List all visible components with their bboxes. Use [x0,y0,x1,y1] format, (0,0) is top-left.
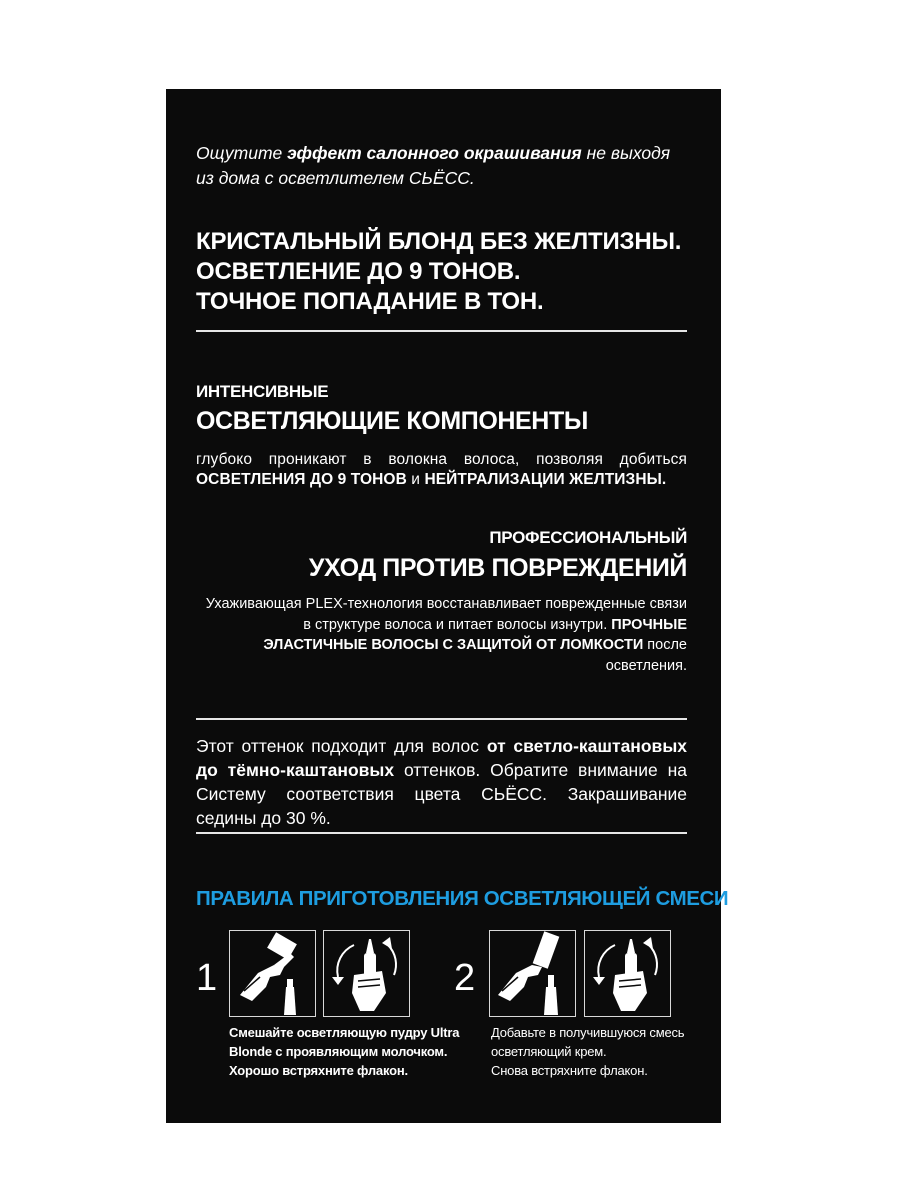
shake-bottle-icon [323,930,410,1017]
shade-text-part1: Этот оттенок подходит для волос [196,736,487,756]
section1-bold2: НЕЙТРАЛИЗАЦИИ ЖЕЛТИЗНЫ. [424,471,667,488]
step-1-caption-line-3: Хорошо встряхните флакон. [229,1063,408,1078]
shade-bold: от светло-каштановых до тёмно-каштановых [196,736,687,780]
section2-bold1: ПРОЧНЫЕ ЭЛАСТИЧНЫЕ ВОЛОСЫ С ЗАЩИТОЙ ОТ ЛОМКОСТИ [263,616,687,653]
section2-text-part2: после осветления. [605,637,687,674]
step-1-number: 1 [196,957,218,999]
section1-text [196,450,687,490]
section2-text-part1: Ухаживающая PLEX-технология восстанавливает поврежденные связи в структуре волоса и питает волосы изнутри. [205,596,687,633]
intro-part1: Ощутите [196,143,288,163]
section2-subtitle: ПРОФЕССИОНАЛЬНЫЙ [489,528,687,547]
headline [196,227,696,317]
step-1-caption [229,1023,479,1080]
section2-title: УХОД ПРОТИВ ПОВРЕЖДЕНИЙ [308,554,687,582]
section2-text [196,594,687,676]
section1-title: ОСВЕТЛЯЮЩИЕ КОМПОНЕНТЫ [196,407,588,435]
step-2-caption-line-1: Добавьте в получившуюся смесь [491,1025,685,1040]
step-2-caption-line-2: осветляющий крем. [491,1044,607,1059]
intro-bold: эффект салонного окрашивания [287,143,582,163]
glove-squeeze-tube-icon [489,930,576,1017]
rules-title: ПРАВИЛА ПРИГОТОВЛЕНИЯ ОСВЕТЛЯЮЩЕЙ СМЕСИ [196,887,729,910]
shake-bottle-icon [584,930,671,1017]
divider [196,718,687,720]
divider [196,832,687,834]
shade-text [196,734,687,830]
step-1-caption-line-2: Blonde с проявляющим молочком. [229,1044,448,1059]
headline-line-3: ТОЧНОЕ ПОПАДАНИЕ В ТОН. [196,288,544,315]
shade-text-part2: оттенков. Обратите внимание на Систему соответствия цвета СЬЁСС. Закрашивание седины до 30 %. [196,760,687,828]
headline-line-1: КРИСТАЛЬНЫЙ БЛОНД БЕЗ ЖЕЛТИЗНЫ. [196,228,682,255]
intro-part2: не выходя из дома с осветлителем СЬЁСС. [196,143,671,188]
step-2-number: 2 [454,957,476,999]
step-1-caption-line-1: Смешайте осветляющую пудру Ultra [229,1025,460,1040]
headline-line-2: ОСВЕТЛЕНИЕ ДО 9 ТОНОВ. [196,258,521,285]
glove-pour-sachet-icon [229,930,316,1017]
product-info-panel [166,89,729,1123]
section1-bold1: ОСВЕТЛЕНИЯ ДО 9 ТОНОВ [196,471,407,488]
intro-text [196,141,687,191]
divider [196,330,687,332]
step-2-caption [491,1023,711,1080]
step-2-caption-line-3: Снова встряхните флакон. [491,1063,648,1078]
section1-text-part1: глубоко проникают в волокна волоса, позволяя добиться [196,451,687,468]
section1-subtitle: ИНТЕНСИВНЫЕ [196,382,329,401]
section1-text-part2: и [406,471,425,488]
